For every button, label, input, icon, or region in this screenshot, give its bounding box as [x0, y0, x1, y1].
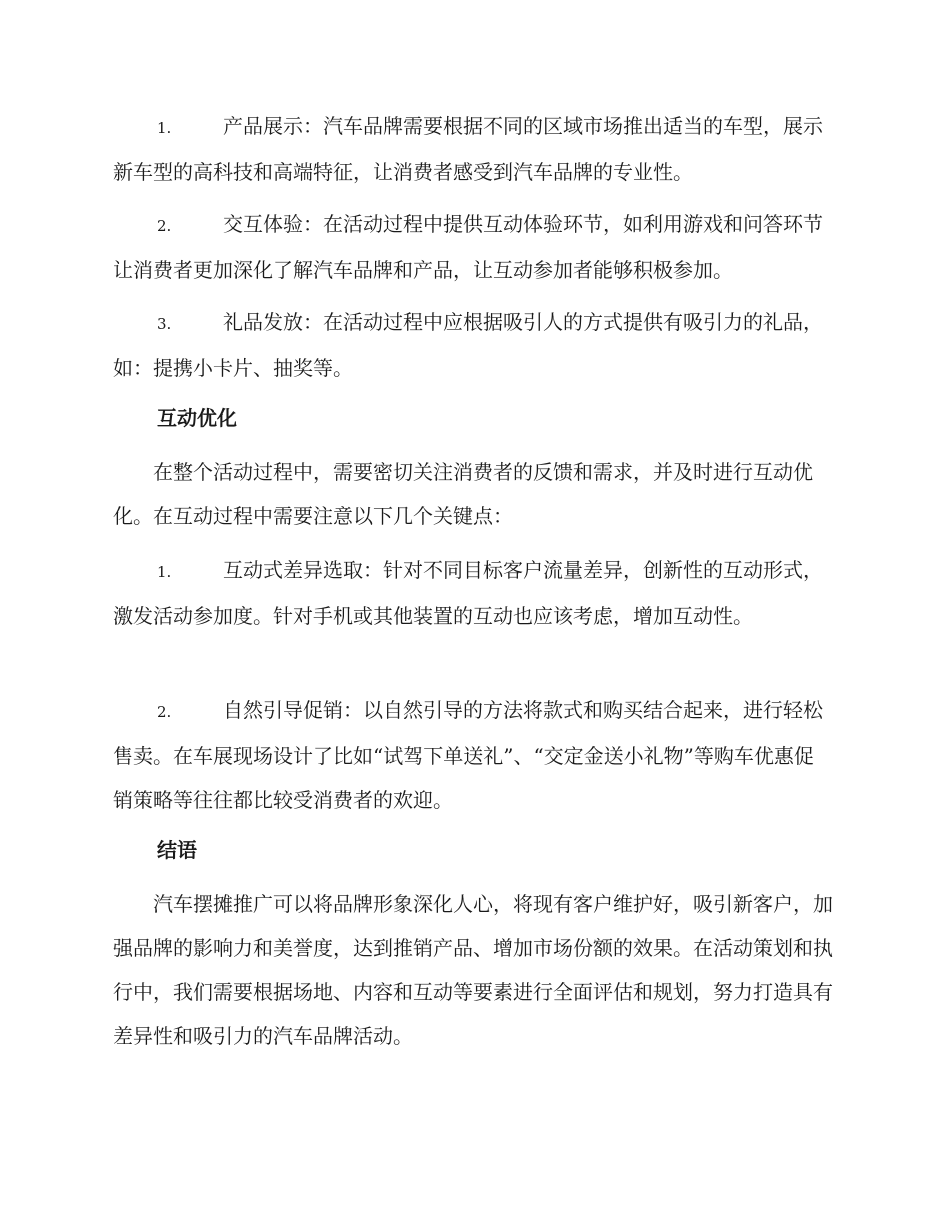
- list-item: [113, 104, 833, 194]
- list-number: 3.: [157, 315, 172, 333]
- list-number: 1.: [157, 119, 172, 137]
- list-item: [113, 300, 833, 390]
- list-number: 2.: [157, 217, 172, 235]
- list-number: 1.: [157, 563, 172, 581]
- list-item-text: 礼品发放：在活动过程中应根据吸引人的方式提供有吸引力的礼品，如：提携小卡片、抽奖等。: [113, 310, 823, 380]
- paragraph: 汽车摆摊推广可以将品牌形象深化人心，将现有客户维护好，吸引新客户，加强品牌的影响力和美誉度，达到推销产品、增加市场份额的效果。在活动策划和执行中，我们需要根据场地、内容和互动等要素进行全面评估和规划，努力打造具有差异性和吸引力的汽车品牌活动。: [113, 892, 833, 1048]
- list-number: 2.: [157, 703, 172, 721]
- list-item-text: 互动式差异选取：针对不同目标客户流量差异，创新性的互动形式，激发活动参加度。针对手机或其他装置的互动也应该考虑，增加互动性。: [113, 558, 823, 628]
- list-item: [113, 202, 833, 292]
- list-item: [113, 688, 833, 822]
- list-item: [113, 548, 833, 638]
- list-item-text: 自然引导促销：以自然引导的方法将款式和购买结合起来，进行轻松售卖。在车展现场设计了比如“试驾下单送礼”、“交定金送小礼物”等购车优惠促销策略等往往都比较受消费者的欢迎。: [113, 698, 823, 812]
- section-heading: 结语: [157, 838, 197, 862]
- list-item-text: 交互体验：在活动过程中提供互动体验环节，如利用游戏和问答环节让消费者更加深化了解汽车品牌和产品，让互动参加者能够积极参加。: [113, 212, 823, 282]
- paragraph: 在整个活动过程中，需要密切关注消费者的反馈和需求，并及时进行互动优化。在互动过程中需要注意以下几个关键点：: [113, 460, 813, 528]
- list-item-text: 产品展示：汽车品牌需要根据不同的区域市场推出适当的车型，展示新车型的高科技和高端特征，让消费者感受到汽车品牌的专业性。: [113, 114, 823, 184]
- section-heading: 互动优化: [157, 406, 237, 430]
